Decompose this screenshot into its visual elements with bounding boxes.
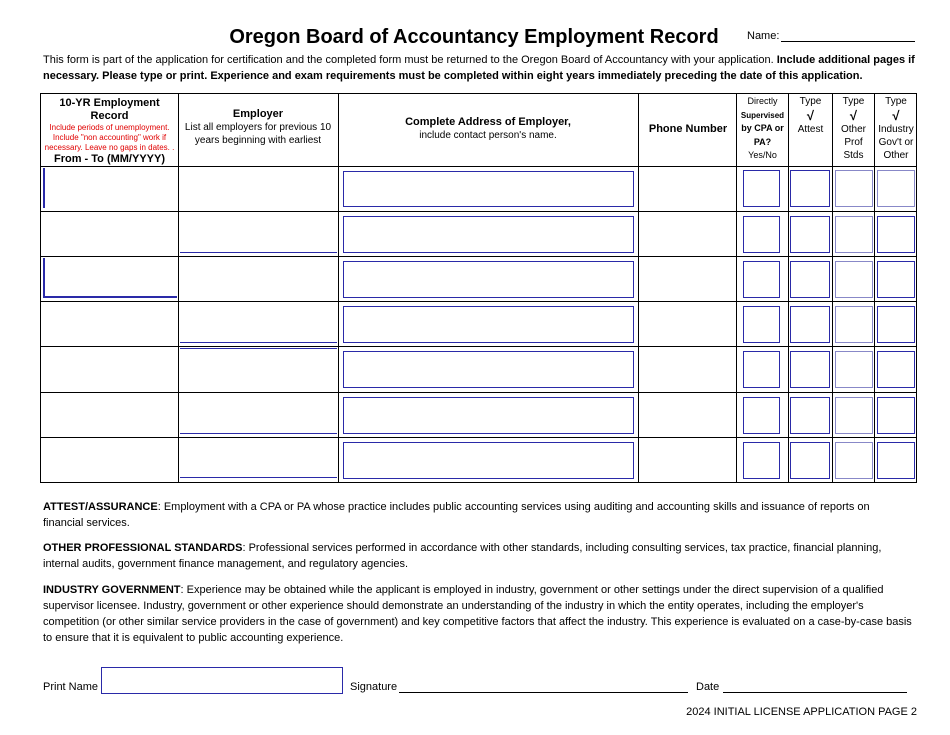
date-label: Date [696,681,720,693]
other-prof-checkbox[interactable] [835,442,873,479]
header-supervised-line1: Directly [747,96,778,106]
row-divider [40,346,917,347]
dates-field[interactable] [43,258,177,298]
print-name-label: Print Name [43,681,99,693]
address-field[interactable] [343,171,634,207]
check-icon: √ [806,108,815,123]
industry-checkbox[interactable] [877,306,915,343]
header-address [342,116,634,142]
definition-attest-text: : Employment with a CPA or PA whose practice includes public accounting services using auditing and accounting skills and issuance of reports on financial services. [43,501,870,529]
industry-checkbox[interactable] [877,216,915,253]
row-divider [40,392,917,393]
col-divider [788,93,789,483]
address-field[interactable] [343,351,634,388]
attest-checkbox[interactable] [790,442,830,479]
other-prof-checkbox[interactable] [835,397,873,434]
check-icon: √ [892,108,900,123]
employer-field[interactable] [180,213,337,253]
header-employer-sub: List all employers for previous 10 years beginning with earliest [184,122,332,146]
supervised-field[interactable] [743,170,780,207]
header-other-prof [833,95,874,162]
header-supervised-line4: PA? [753,136,772,147]
header-other-label1: Other [840,124,866,135]
supervised-field[interactable] [743,442,780,479]
header-phone [640,123,736,136]
header-industry-type: Type [885,96,907,107]
header-employer-title: Employer [232,108,284,120]
other-prof-checkbox[interactable] [835,170,873,207]
supervised-field[interactable] [743,351,780,388]
row-divider [40,166,917,167]
dates-field[interactable] [43,168,177,208]
header-other-type: Type [842,96,865,107]
definition-other-prof-term: OTHER PROFESSIONAL STANDARDS [43,542,243,554]
attest-checkbox[interactable] [790,170,830,207]
col-divider [638,93,639,483]
other-prof-checkbox[interactable] [835,261,873,298]
industry-checkbox[interactable] [877,261,915,298]
industry-checkbox[interactable] [877,351,915,388]
attest-checkbox[interactable] [790,351,830,388]
address-field[interactable] [343,261,634,298]
definition-industry [43,582,913,646]
other-prof-checkbox[interactable] [835,216,873,253]
date-field[interactable] [723,692,907,693]
name-label: Name: [747,30,780,42]
signature-label: Signature [350,681,398,693]
header-supervised-line3: by CPA or [741,123,784,133]
address-field[interactable] [343,216,634,253]
check-icon: √ [849,108,858,123]
header-phone-title: Phone Number [648,123,728,135]
other-prof-checkbox[interactable] [835,351,873,388]
supervised-field[interactable] [743,216,780,253]
header-industry-label1: Industry [878,124,914,135]
page-footer: 2024 INITIAL LICENSE APPLICATION PAGE 2 [686,706,917,718]
header-employment-record-title: 10-YR Employment Record [59,97,160,122]
page-title: Oregon Board of Accountancy Employment Record [229,26,719,48]
attest-checkbox[interactable] [790,397,830,434]
col-divider [178,93,179,483]
industry-checkbox[interactable] [877,170,915,207]
definition-attest [43,499,913,531]
address-field[interactable] [343,306,634,343]
header-supervised-line5: Yes/No [748,150,777,160]
header-address-sub: include contact person's name. [419,130,557,141]
supervised-field[interactable] [743,261,780,298]
header-industry-label3: Other [883,150,909,161]
header-supervised-line2: Supervised [740,110,785,120]
attest-checkbox[interactable] [790,306,830,343]
header-other-label2: Prof [844,137,863,148]
employer-field[interactable] [180,303,337,343]
header-attest [789,95,832,136]
definition-industry-term: INDUSTRY GOVERNMENT [43,584,181,596]
definition-other-prof-text: : Professional services performed in accordance with other standards, including consulting services, tax practice, financial planning, internal audits, government finance management, and regulatory agencies. [43,542,882,570]
definition-other-prof [43,540,913,572]
header-other-label3: Stds [843,150,864,161]
row-divider [40,301,917,302]
header-employment-record-note: Include periods of unemployment. Include "non accounting" work if necessary. Leave no gaps in dates. . [44,123,175,152]
intro-bold-text: Include additional pages if necessary. Please type or print. Experience and exam requirements must be completed within eight years immediately preceding the date of this application. [43,54,915,82]
row-divider [40,256,917,257]
other-prof-checkbox[interactable] [835,306,873,343]
attest-checkbox[interactable] [790,261,830,298]
name-field[interactable] [781,41,915,42]
supervised-field[interactable] [743,397,780,434]
header-industry-label2: Gov't or [878,137,914,148]
header-employment-record [41,97,178,166]
header-employer [182,108,334,147]
header-attest-type: Type [799,96,822,107]
header-address-title: Complete Address of Employer, [405,116,571,128]
address-field[interactable] [343,442,634,479]
header-industry [875,95,917,162]
print-name-field[interactable] [101,667,343,694]
intro-paragraph [43,52,923,84]
col-divider [338,93,339,483]
header-employment-record-dates: From - To (MM/YYYY) [53,153,165,165]
attest-checkbox[interactable] [790,216,830,253]
address-field[interactable] [343,397,634,434]
employer-field[interactable] [180,394,337,434]
header-supervised [737,95,788,163]
supervised-field[interactable] [743,306,780,343]
header-attest-label: Attest [797,124,824,135]
employer-field[interactable] [180,344,337,349]
row-divider [40,437,917,438]
industry-checkbox[interactable] [877,442,915,479]
definition-attest-term: ATTEST/ASSURANCE [43,501,158,513]
row-divider [40,211,917,212]
intro-text: This form is part of the application for certification and the completed form must be returned to the Oregon Board of Accountancy with your application. [43,54,777,66]
signature-field[interactable] [399,692,688,693]
definition-industry-text: : Experience may be obtained while the applicant is employed in industry, government or other settings under the direct supervision of a qualified supervisor licensee. Industry, government or other experience should demonstrate an understanding of the industry in which the entity operates, including the employer's competition (or other similar service providers in the case of government) and key competitive factors that affect the industry. This experience is evaluated on a case-by-case basis to ensure that it is equivalent to public accounting experience. [43,584,912,644]
industry-checkbox[interactable] [877,397,915,434]
employer-field[interactable] [180,440,337,478]
